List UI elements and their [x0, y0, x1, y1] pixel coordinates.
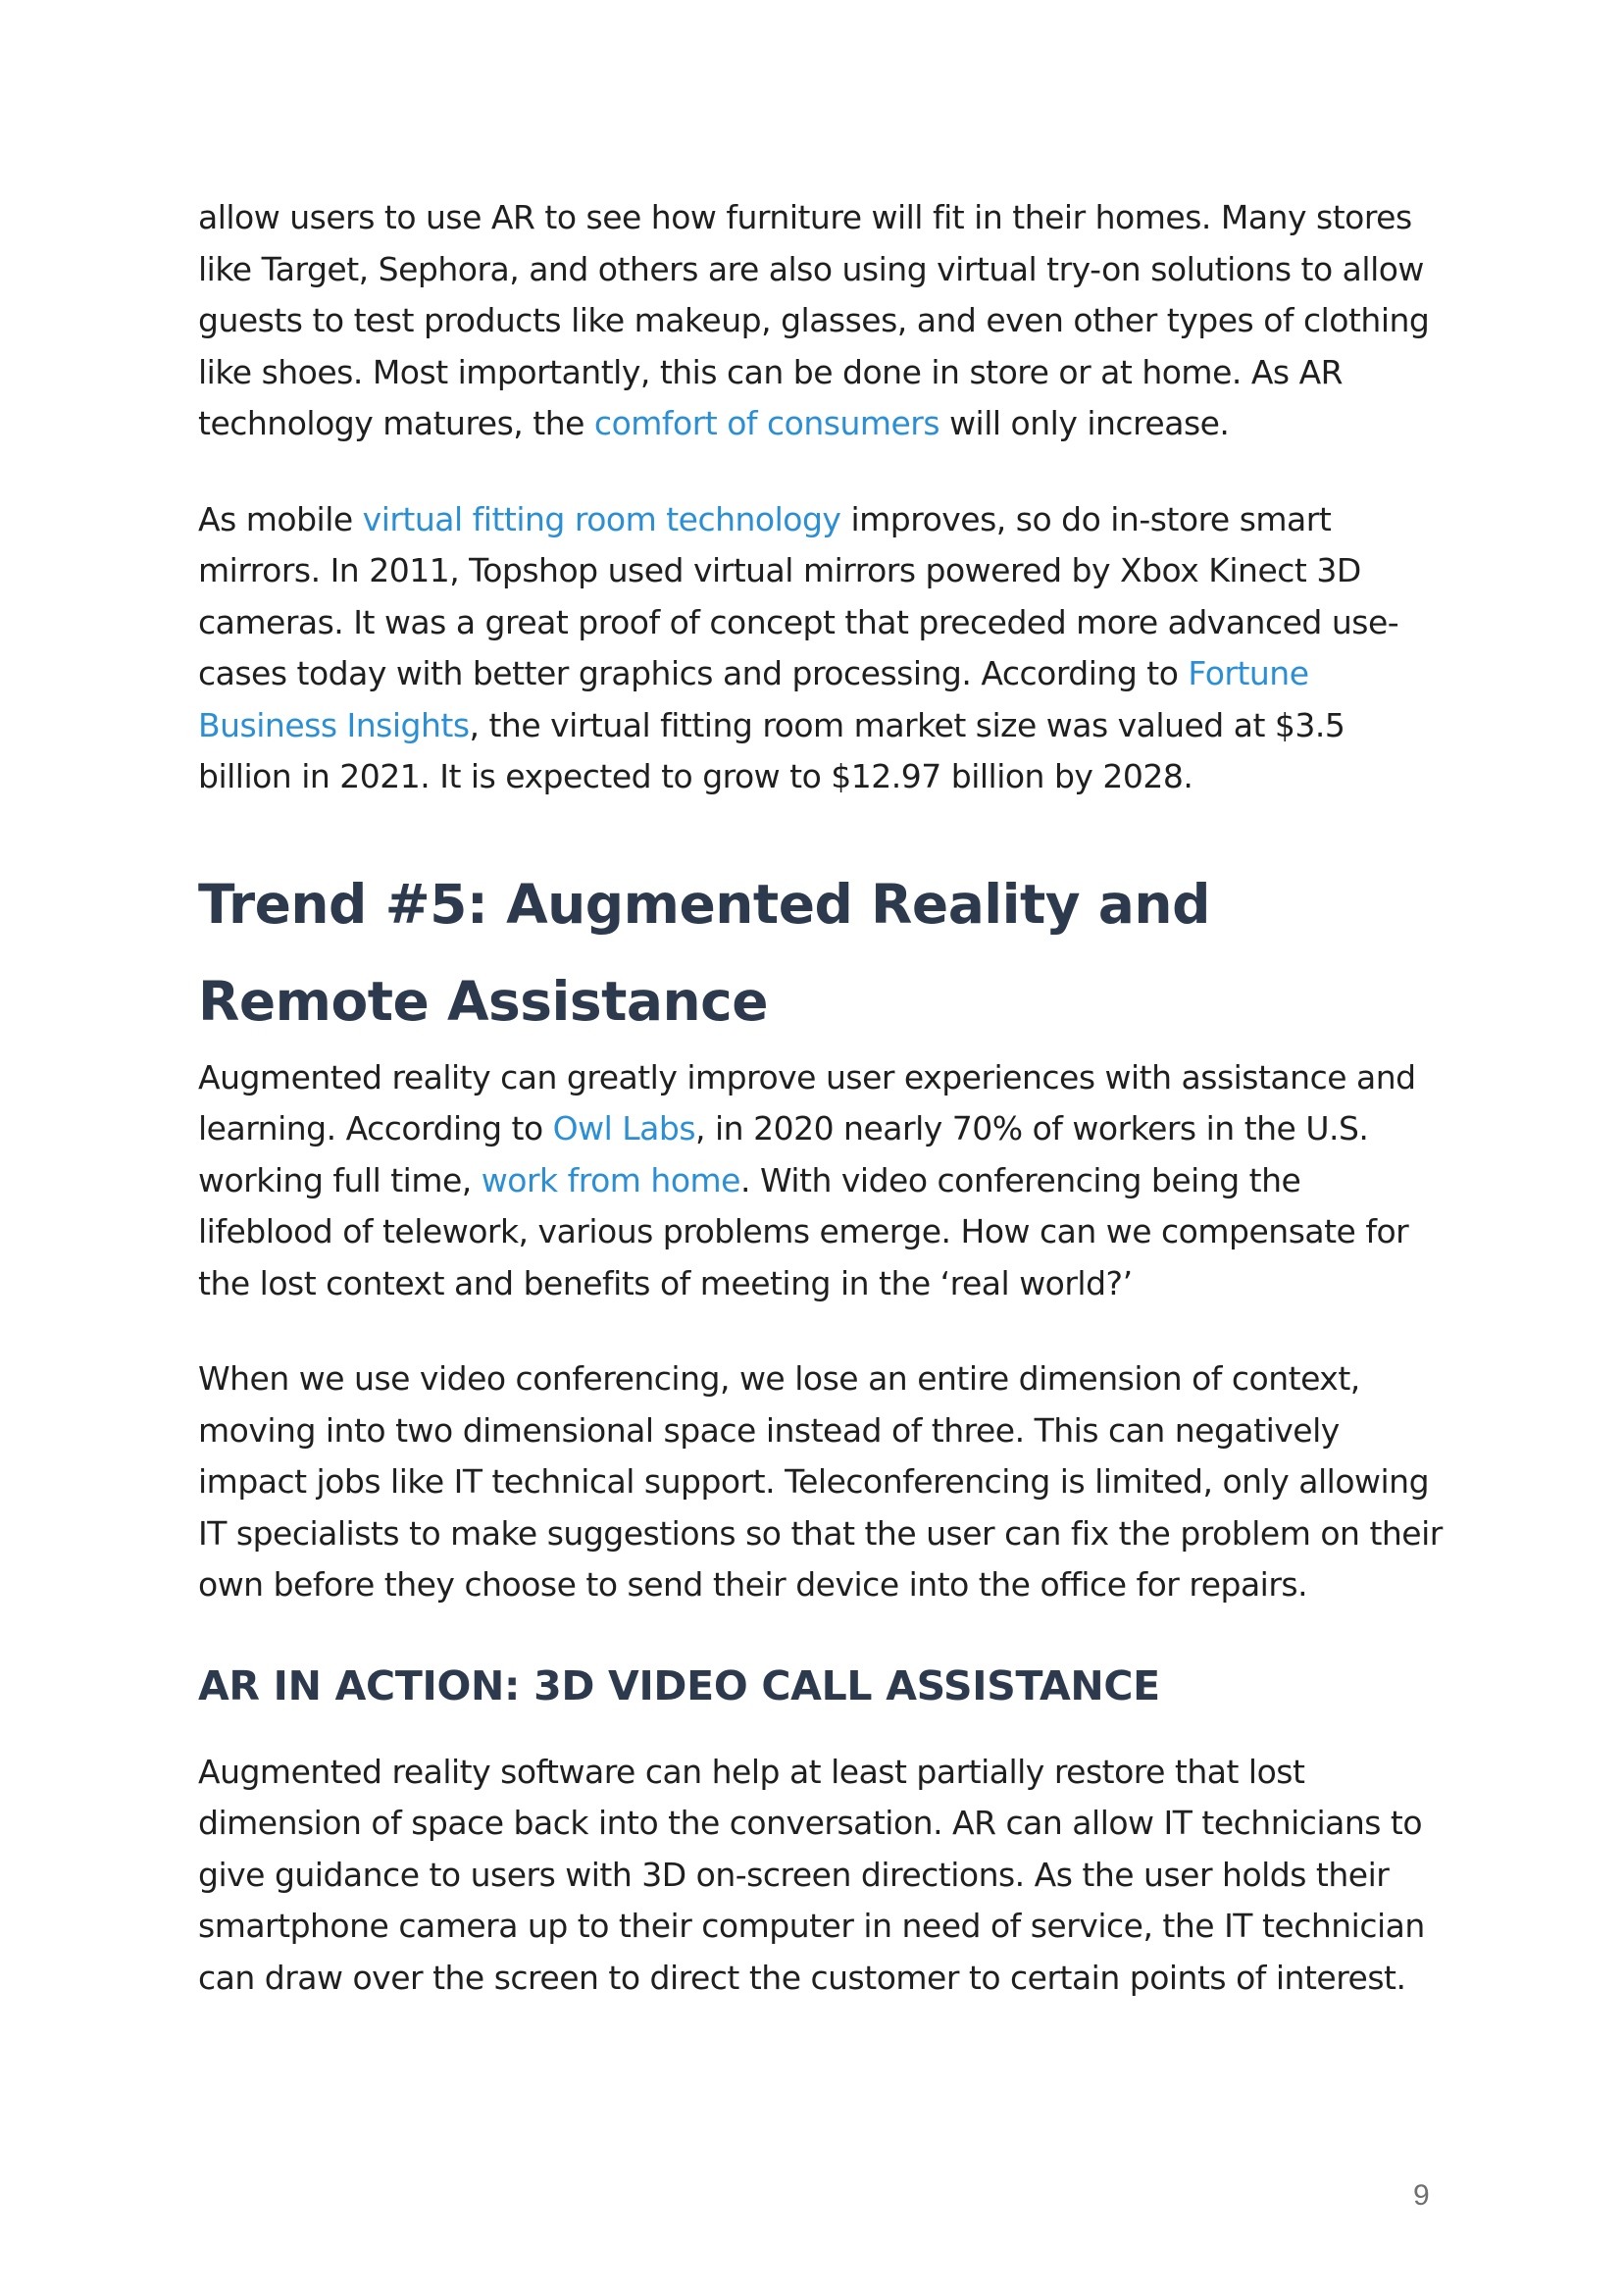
paragraph-text: Augmented reality can greatly improve user experiences with assistance and learning. According to — [198, 1057, 1416, 1147]
virtual-fitting-room-technology-link[interactable]: virtual fitting room technology — [362, 499, 841, 538]
owl-labs-link[interactable]: Owl Labs — [552, 1109, 696, 1147]
paragraph-text: , in 2020 nearly 70% of workers in the U.S. working full time, — [198, 1109, 1369, 1199]
paragraph-virtual-try-on — [198, 192, 1444, 450]
paragraph-ar-software: Augmented reality software can help at least partially restore that lost dimension of space back into the conversation. AR can allow IT technicians to give guidance to users with 3D on-screen directions. As the user holds their smartphone camera up to their computer in need of service, the IT technician can draw over the screen to direct the customer to certain points of interest. — [198, 1752, 1425, 1997]
paragraph-smart-mirrors — [198, 494, 1444, 803]
fortune-business-insights-link[interactable]: Fortune Business Insights — [198, 654, 1309, 744]
paragraph-text: . With video conferencing being the lifeblood of telework, various problems emerge. How can we compensate for the lost context and benefits of meeting in the ‘real world?’ — [198, 1160, 1409, 1302]
paragraph-text: As mobile — [198, 499, 363, 538]
paragraph-video-conferencing: When we use video conferencing, we lose an entire dimension of context, moving into two dimensional space instead of three. This can negatively impact jobs like IT technical support. Teleconferencing is limited, only allowing IT specialists to make suggestions so that the user can fix the problem on their own before they choose to send their device into the office for repairs. — [198, 1359, 1443, 1604]
comfort-of-consumers-link[interactable]: comfort of consumers — [593, 404, 940, 442]
paragraph-text: will only increase. — [939, 404, 1230, 442]
paragraph-text: allow users to use AR to see how furniture will fit in their homes. Many stores like Target, Sephora, and others are also using virtual try-on solutions to allow guests to test products like makeup, glasses, and even other types of clothing like shoes. Most importantly, this can be done in store or at home. As AR technology matures, the — [198, 198, 1430, 442]
paragraph-text: , the virtual fitting room market size was valued at $3.5 billion in 2021. It is expected to grow to $12.97 billion by 2028. — [198, 705, 1345, 795]
work-from-home-link[interactable]: work from home — [481, 1160, 740, 1199]
paragraph-text: improves, so do in-store smart mirrors. In 2011, Topshop used virtual mirrors powered by Xbox Kinect 3D cameras. It was a great proof of concept that preceded more advanced use-cases today with better graphics and processing. According to — [198, 499, 1399, 692]
document-page — [198, 192, 1444, 2004]
trend-5-heading: Trend #5: Augmented Reality and Remote Assistance — [198, 872, 1210, 1033]
paragraph-remote-work — [198, 1052, 1444, 1310]
ar-in-action-heading: AR IN ACTION: 3D VIDEO CALL ASSISTANCE — [198, 1661, 1160, 1709]
page-number: 9 — [1413, 2179, 1430, 2212]
